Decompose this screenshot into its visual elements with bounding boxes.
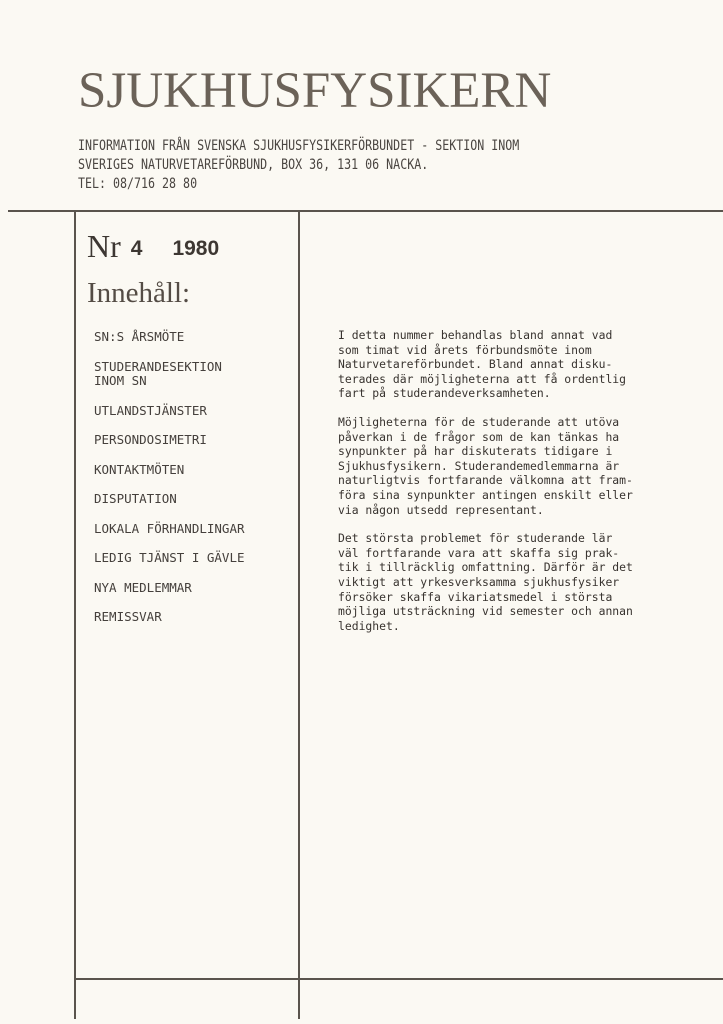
paragraph: [338, 415, 718, 517]
column-divider: [298, 212, 300, 1019]
header-divider: [8, 210, 723, 212]
table-of-contents: [94, 330, 294, 640]
issue-nr-label: Nr: [87, 228, 121, 264]
toc-item: REMISSVAR: [94, 609, 162, 624]
paragraph: [338, 328, 718, 401]
toc-item: STUDERANDESEKTION INOM SN: [94, 358, 222, 388]
publisher-info-line: INFORMATION FRÅN SVENSKA SJUKHUSFYSIKERFÖRBUNDET - SEKTION INOM: [78, 138, 520, 154]
toc-item: LEDIG TJÄNST I GÄVLE: [94, 550, 245, 565]
text-line: möjliga utsträckning vid semester och annan: [338, 604, 633, 619]
text-line: naturligtvis fortfarande välkomna att fram-: [338, 473, 633, 488]
text-line: Möjligheterna för de studerande att utöva: [338, 414, 620, 429]
footer-divider: [74, 978, 723, 980]
toc-item: LOKALA FÖRHANDLINGAR: [94, 520, 245, 536]
issue-num: 4: [130, 237, 143, 260]
toc-item: DISPUTATION: [94, 491, 177, 506]
toc-item: NYA MEDLEMMAR: [94, 579, 192, 595]
masthead-title: SJUKHUSFYSIKERN: [78, 63, 552, 119]
editorial-text: [338, 328, 718, 647]
toc-item: SN:S ÅRSMÖTE: [94, 329, 185, 344]
text-line: via någon utsedd representant.: [338, 502, 544, 517]
text-line: Det största problemet för studerande lär: [338, 531, 613, 546]
publisher-info: [78, 137, 603, 194]
contents-heading: Innehåll:: [87, 277, 191, 309]
text-line: viktigt att yrkesverksamma sjukhusfysiker: [338, 574, 620, 589]
toc-item: PERSONDOSIMETRI: [94, 432, 207, 447]
text-line: föra sina synpunkter antingen enskilt eller: [338, 487, 633, 502]
paragraph: [338, 531, 718, 633]
text-line: ledighet.: [338, 618, 400, 633]
toc-item: UTLANDSTJÄNSTER: [94, 402, 207, 418]
text-line: fart på studerandeverksamheten.: [338, 386, 551, 401]
issue-number: [87, 228, 219, 265]
text-line: Naturvetareförbundet. Bland annat disku-: [338, 357, 613, 372]
publisher-info-line: SVERIGES NATURVETAREFÖRBUND, BOX 36, 131 06 NACKA.: [78, 157, 429, 173]
text-line: Sjukhusfysikern. Studerandemedlemmarna är: [338, 458, 620, 473]
text-line: terades där möjligheterna att få ordentlig: [338, 371, 627, 386]
text-line: väl fortfarande vara att skaffa sig prak-: [338, 545, 620, 560]
text-line: påverkan i de frågor som de kan tänkas ha: [338, 429, 620, 444]
text-line: I detta nummer behandlas bland annat vad: [338, 328, 613, 342]
text-line: synpunkter på har diskuterats tidigare i: [338, 444, 613, 459]
text-line: som timat vid årets förbundsmöte inom: [338, 342, 592, 357]
left-margin-line: [74, 212, 76, 1019]
text-line: försöker skaffa vikariatsmedel i största: [338, 589, 613, 604]
text-line: tik i tillräcklig omfattning. Därför är det: [338, 560, 633, 575]
publisher-info-line: TEL: 08/716 28 80: [78, 176, 198, 192]
issue-year: 1980: [172, 237, 220, 260]
toc-item: KONTAKTMÖTEN: [94, 461, 185, 477]
